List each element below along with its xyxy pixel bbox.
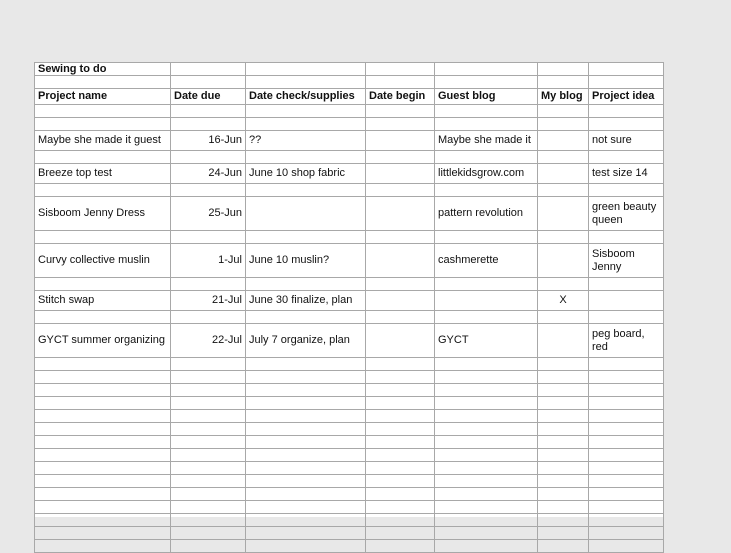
empty-cell[interactable]: [366, 397, 435, 410]
empty-cell[interactable]: [35, 449, 171, 462]
project-idea-cell[interactable]: test size 14: [589, 164, 664, 184]
empty-cell[interactable]: [366, 231, 435, 244]
empty-cell[interactable]: [366, 278, 435, 291]
empty-cell[interactable]: [35, 231, 171, 244]
empty-cell[interactable]: [35, 540, 171, 553]
date-due-cell[interactable]: 1-Jul: [171, 244, 246, 278]
empty-cell[interactable]: [538, 118, 589, 131]
empty-cell[interactable]: [246, 501, 366, 514]
empty-cell[interactable]: [435, 118, 538, 131]
empty-cell[interactable]: [538, 423, 589, 436]
empty-cell[interactable]: [171, 410, 246, 423]
empty-cell[interactable]: [246, 423, 366, 436]
empty-cell[interactable]: [171, 105, 246, 118]
empty-cell[interactable]: [435, 397, 538, 410]
empty-cell[interactable]: [171, 397, 246, 410]
empty-cell[interactable]: [246, 231, 366, 244]
empty-cell[interactable]: [246, 475, 366, 488]
project-idea-cell[interactable]: green beauty queen: [589, 197, 664, 231]
empty-cell[interactable]: [589, 423, 664, 436]
empty-cell[interactable]: [589, 184, 664, 197]
blank-row: [35, 151, 664, 164]
empty-cell[interactable]: [366, 384, 435, 397]
date-begin-cell[interactable]: [366, 291, 435, 311]
date-begin-cell[interactable]: [366, 324, 435, 358]
empty-cell[interactable]: [246, 151, 366, 164]
empty-cell[interactable]: [35, 527, 171, 540]
empty-cell[interactable]: [246, 76, 366, 89]
empty-cell[interactable]: [246, 105, 366, 118]
empty-cell[interactable]: [35, 501, 171, 514]
date-begin-cell[interactable]: [366, 164, 435, 184]
empty-cell[interactable]: [589, 527, 664, 540]
empty-cell[interactable]: [589, 436, 664, 449]
empty-cell[interactable]: [246, 278, 366, 291]
empty-cell[interactable]: [171, 501, 246, 514]
empty-cell[interactable]: [589, 514, 664, 527]
column-header[interactable]: Date begin: [366, 89, 435, 105]
empty-cell[interactable]: [589, 475, 664, 488]
empty-cell[interactable]: [246, 184, 366, 197]
empty-cell[interactable]: [171, 384, 246, 397]
empty-cell[interactable]: [589, 488, 664, 501]
table-row: [35, 164, 664, 184]
empty-cell[interactable]: [246, 527, 366, 540]
my-blog-cell[interactable]: [538, 131, 589, 151]
my-blog-cell[interactable]: [538, 244, 589, 278]
blank-row: [35, 423, 664, 436]
empty-cell[interactable]: [35, 105, 171, 118]
table-row: [35, 324, 664, 358]
blank-row: [35, 514, 664, 527]
empty-cell[interactable]: [366, 76, 435, 89]
empty-cell[interactable]: [538, 151, 589, 164]
empty-cell[interactable]: [589, 76, 664, 89]
empty-cell[interactable]: [538, 358, 589, 371]
empty-cell[interactable]: [366, 358, 435, 371]
empty-cell[interactable]: [366, 488, 435, 501]
blank-row: [35, 371, 664, 384]
date-begin-cell[interactable]: [366, 244, 435, 278]
empty-cell[interactable]: [171, 462, 246, 475]
table-row: [35, 197, 664, 231]
empty-cell[interactable]: [538, 462, 589, 475]
my-blog-cell[interactable]: [538, 197, 589, 231]
table-row: [35, 131, 664, 151]
project-name-cell[interactable]: Curvy collective muslin: [35, 244, 171, 278]
empty-cell[interactable]: [35, 436, 171, 449]
date-check-cell[interactable]: ??: [246, 131, 366, 151]
blank-row: [35, 105, 664, 118]
empty-cell[interactable]: [35, 151, 171, 164]
empty-cell[interactable]: [246, 410, 366, 423]
empty-cell[interactable]: [366, 184, 435, 197]
empty-cell[interactable]: [35, 278, 171, 291]
column-header[interactable]: Date check/supplies: [246, 89, 366, 105]
date-check-cell[interactable]: July 7 organize, plan: [246, 324, 366, 358]
empty-cell[interactable]: [538, 311, 589, 324]
empty-cell[interactable]: [589, 63, 664, 76]
empty-cell[interactable]: [171, 423, 246, 436]
blank-row: [35, 449, 664, 462]
sheet-title[interactable]: Sewing to do: [35, 63, 171, 76]
empty-cell[interactable]: [538, 501, 589, 514]
empty-cell[interactable]: [171, 436, 246, 449]
blank-row: [35, 231, 664, 244]
empty-cell[interactable]: [366, 118, 435, 131]
empty-cell[interactable]: [538, 475, 589, 488]
empty-cell[interactable]: [366, 462, 435, 475]
empty-cell[interactable]: [538, 63, 589, 76]
table-row: [35, 291, 664, 311]
empty-cell[interactable]: [35, 514, 171, 527]
empty-cell[interactable]: [366, 63, 435, 76]
empty-cell[interactable]: [366, 436, 435, 449]
empty-cell[interactable]: [35, 397, 171, 410]
empty-cell[interactable]: [435, 76, 538, 89]
empty-cell[interactable]: [35, 184, 171, 197]
empty-cell[interactable]: [435, 184, 538, 197]
blank-row: [35, 358, 664, 371]
empty-cell[interactable]: [589, 501, 664, 514]
column-header[interactable]: My blog: [538, 89, 589, 105]
empty-cell[interactable]: [435, 462, 538, 475]
blank-row: [35, 397, 664, 410]
empty-cell[interactable]: [435, 527, 538, 540]
empty-cell[interactable]: [435, 358, 538, 371]
empty-cell[interactable]: [366, 475, 435, 488]
empty-cell[interactable]: [589, 105, 664, 118]
empty-cell[interactable]: [538, 397, 589, 410]
empty-cell[interactable]: [246, 311, 366, 324]
date-due-cell[interactable]: 22-Jul: [171, 324, 246, 358]
blank-row: [35, 311, 664, 324]
empty-cell[interactable]: [589, 278, 664, 291]
empty-cell[interactable]: [171, 184, 246, 197]
empty-cell[interactable]: [171, 488, 246, 501]
project-idea-cell[interactable]: not sure: [589, 131, 664, 151]
blank-row: [35, 475, 664, 488]
empty-cell[interactable]: [35, 475, 171, 488]
empty-cell[interactable]: [171, 231, 246, 244]
empty-cell[interactable]: [246, 358, 366, 371]
empty-cell[interactable]: [435, 436, 538, 449]
date-check-cell[interactable]: June 30 finalize, plan: [246, 291, 366, 311]
column-header[interactable]: Guest blog: [435, 89, 538, 105]
project-name-cell[interactable]: Stitch swap: [35, 291, 171, 311]
empty-cell[interactable]: [435, 371, 538, 384]
empty-cell[interactable]: [589, 151, 664, 164]
empty-cell[interactable]: [538, 76, 589, 89]
empty-cell[interactable]: [538, 436, 589, 449]
empty-cell[interactable]: [246, 540, 366, 553]
blank-row: [35, 118, 664, 131]
guest-blog-cell[interactable]: Maybe she made it: [435, 131, 538, 151]
empty-cell[interactable]: [435, 278, 538, 291]
empty-cell[interactable]: [246, 63, 366, 76]
empty-cell[interactable]: [35, 423, 171, 436]
empty-cell[interactable]: [171, 527, 246, 540]
date-due-cell[interactable]: 16-Jun: [171, 131, 246, 151]
date-due-cell[interactable]: 24-Jun: [171, 164, 246, 184]
guest-blog-cell[interactable]: GYCT: [435, 324, 538, 358]
spreadsheet: [34, 62, 664, 517]
empty-cell[interactable]: [435, 151, 538, 164]
empty-cell[interactable]: [589, 397, 664, 410]
empty-cell[interactable]: [246, 514, 366, 527]
empty-cell[interactable]: [589, 231, 664, 244]
empty-cell[interactable]: [35, 462, 171, 475]
empty-cell[interactable]: [366, 527, 435, 540]
project-idea-cell[interactable]: peg board, red: [589, 324, 664, 358]
title-row: [35, 63, 664, 76]
empty-cell[interactable]: [171, 278, 246, 291]
empty-cell[interactable]: [246, 436, 366, 449]
project-idea-cell[interactable]: Sisboom Jenny: [589, 244, 664, 278]
empty-cell[interactable]: [35, 384, 171, 397]
empty-cell[interactable]: [171, 311, 246, 324]
blank-row: [35, 501, 664, 514]
my-blog-cell[interactable]: [538, 164, 589, 184]
empty-cell[interactable]: [366, 501, 435, 514]
empty-cell[interactable]: [589, 540, 664, 553]
empty-cell[interactable]: [435, 488, 538, 501]
empty-cell[interactable]: [538, 410, 589, 423]
blank-row: [35, 76, 664, 89]
empty-cell[interactable]: [246, 384, 366, 397]
empty-cell[interactable]: [538, 514, 589, 527]
empty-cell[interactable]: [246, 488, 366, 501]
blank-row: [35, 527, 664, 540]
date-begin-cell[interactable]: [366, 131, 435, 151]
blank-row: [35, 278, 664, 291]
my-blog-cell[interactable]: [538, 324, 589, 358]
column-header[interactable]: Date due: [171, 89, 246, 105]
empty-cell[interactable]: [589, 371, 664, 384]
table-row: [35, 244, 664, 278]
date-due-cell[interactable]: 25-Jun: [171, 197, 246, 231]
empty-cell[interactable]: [538, 278, 589, 291]
empty-cell[interactable]: [246, 397, 366, 410]
empty-cell[interactable]: [171, 449, 246, 462]
empty-cell[interactable]: [589, 449, 664, 462]
empty-cell[interactable]: [366, 410, 435, 423]
empty-cell[interactable]: [246, 118, 366, 131]
empty-cell[interactable]: [589, 311, 664, 324]
empty-cell[interactable]: [366, 423, 435, 436]
empty-cell[interactable]: [538, 371, 589, 384]
project-name-cell[interactable]: GYCT summer organizing: [35, 324, 171, 358]
empty-cell[interactable]: [246, 371, 366, 384]
empty-cell[interactable]: [171, 475, 246, 488]
empty-cell[interactable]: [171, 358, 246, 371]
my-blog-cell[interactable]: X: [538, 291, 589, 311]
blank-row: [35, 488, 664, 501]
empty-cell[interactable]: [246, 449, 366, 462]
date-check-cell[interactable]: [246, 197, 366, 231]
column-header[interactable]: Project name: [35, 89, 171, 105]
empty-cell[interactable]: [538, 105, 589, 118]
empty-cell[interactable]: [366, 514, 435, 527]
empty-cell[interactable]: [435, 423, 538, 436]
empty-cell[interactable]: [366, 151, 435, 164]
empty-cell[interactable]: [171, 514, 246, 527]
guest-blog-cell[interactable]: cashmerette: [435, 244, 538, 278]
project-name-cell[interactable]: Maybe she made it guest: [35, 131, 171, 151]
empty-cell[interactable]: [35, 311, 171, 324]
empty-cell[interactable]: [589, 118, 664, 131]
empty-cell[interactable]: [538, 384, 589, 397]
empty-cell[interactable]: [435, 384, 538, 397]
empty-cell[interactable]: [171, 371, 246, 384]
empty-cell[interactable]: [435, 105, 538, 118]
empty-cell[interactable]: [538, 488, 589, 501]
guest-blog-cell[interactable]: pattern revolution: [435, 197, 538, 231]
blank-row: [35, 184, 664, 197]
empty-cell[interactable]: [171, 118, 246, 131]
empty-cell[interactable]: [538, 527, 589, 540]
empty-cell[interactable]: [35, 410, 171, 423]
empty-cell[interactable]: [589, 462, 664, 475]
empty-cell[interactable]: [435, 475, 538, 488]
empty-cell[interactable]: [246, 462, 366, 475]
empty-cell[interactable]: [589, 410, 664, 423]
empty-cell[interactable]: [171, 63, 246, 76]
date-begin-cell[interactable]: [366, 197, 435, 231]
sewing-table: [34, 62, 664, 553]
empty-cell[interactable]: [538, 231, 589, 244]
empty-cell[interactable]: [35, 358, 171, 371]
empty-cell[interactable]: [538, 449, 589, 462]
empty-cell[interactable]: [171, 540, 246, 553]
project-name-cell[interactable]: Breeze top test: [35, 164, 171, 184]
date-check-cell[interactable]: June 10 shop fabric: [246, 164, 366, 184]
empty-cell[interactable]: [35, 118, 171, 131]
empty-cell[interactable]: [538, 540, 589, 553]
empty-cell[interactable]: [538, 184, 589, 197]
blank-row: [35, 384, 664, 397]
column-header[interactable]: Project idea: [589, 89, 664, 105]
empty-cell[interactable]: [435, 410, 538, 423]
empty-cell[interactable]: [366, 311, 435, 324]
empty-cell[interactable]: [435, 63, 538, 76]
empty-cell[interactable]: [435, 540, 538, 553]
guest-blog-cell[interactable]: [435, 291, 538, 311]
project-name-cell[interactable]: Sisboom Jenny Dress: [35, 197, 171, 231]
empty-cell[interactable]: [435, 449, 538, 462]
empty-cell[interactable]: [35, 76, 171, 89]
header-row: [35, 89, 664, 105]
empty-cell[interactable]: [366, 449, 435, 462]
empty-cell[interactable]: [171, 76, 246, 89]
empty-cell[interactable]: [366, 105, 435, 118]
blank-row: [35, 410, 664, 423]
guest-blog-cell[interactable]: littlekidsgrow.com: [435, 164, 538, 184]
empty-cell[interactable]: [435, 231, 538, 244]
empty-cell[interactable]: [366, 540, 435, 553]
empty-cell[interactable]: [435, 501, 538, 514]
empty-cell[interactable]: [435, 311, 538, 324]
date-due-cell[interactable]: 21-Jul: [171, 291, 246, 311]
project-idea-cell[interactable]: [589, 291, 664, 311]
blank-row: [35, 540, 664, 553]
blank-row: [35, 462, 664, 475]
empty-cell[interactable]: [589, 384, 664, 397]
date-check-cell[interactable]: June 10 muslin?: [246, 244, 366, 278]
empty-cell[interactable]: [171, 151, 246, 164]
empty-cell[interactable]: [435, 514, 538, 527]
blank-row: [35, 436, 664, 449]
empty-cell[interactable]: [589, 358, 664, 371]
empty-cell[interactable]: [366, 371, 435, 384]
empty-cell[interactable]: [35, 488, 171, 501]
empty-cell[interactable]: [35, 371, 171, 384]
